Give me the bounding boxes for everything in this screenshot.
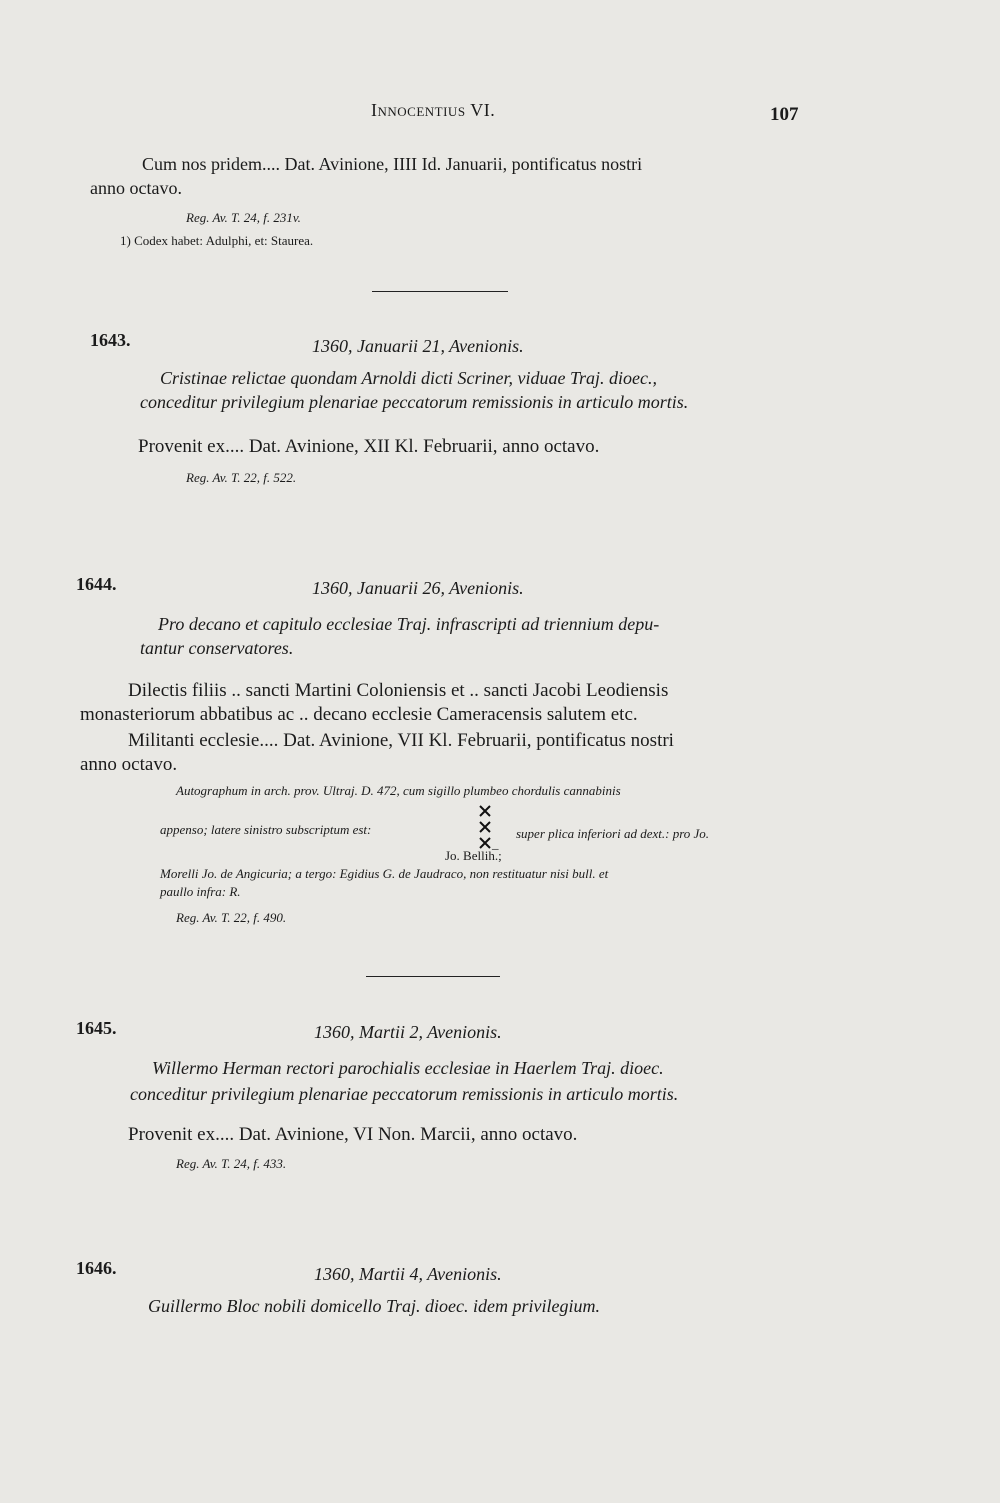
entry-number-1645: 1645.	[76, 1018, 117, 1038]
cross-marks-icon	[478, 804, 492, 850]
dash-mark: _	[492, 836, 499, 851]
running-title: Innocentius VI.	[371, 100, 496, 120]
prev-register-ref: Reg. Av. T. 24, f. 231v.	[186, 210, 301, 225]
prev-text-line-1: Cum nos pridem.... Dat. Avinione, IIII Id. Januarii, pontificatus nostri	[142, 154, 643, 174]
page-number: 107	[770, 104, 799, 125]
entry-register-ref-1645: Reg. Av. T. 24, f. 433.	[176, 1156, 287, 1171]
entry-note-1644-line-3: Jo. Bellih.;	[445, 848, 502, 863]
entry-number-1644: 1644.	[76, 574, 117, 594]
entry-date-1646: 1360, Martii 4, Avenionis.	[314, 1264, 502, 1284]
entry-date-1643: 1360, Januarii 21, Avenionis.	[312, 336, 524, 356]
separator-rule-2	[366, 976, 500, 977]
entry-register-ref-1644: Reg. Av. T. 22, f. 490.	[176, 910, 287, 925]
entry-note-1644-line-2b	[516, 826, 709, 842]
entry-text-1644-line-1: Dilectis filiis .. sancti Martini Coloniensis et .. sancti Jacobi Leodiensis	[128, 680, 669, 701]
entry-number-1646: 1646.	[76, 1258, 117, 1278]
entry-register-ref-1643: Reg. Av. T. 22, f. 522.	[186, 470, 297, 485]
entry-summary-1646: Guillermo Bloc nobili domicello Traj. dioec. idem privilegium.	[148, 1296, 600, 1316]
entry-text-1644-line-2: monasteriorum abbatibus ac .. decano ecclesie Cameracensis salutem etc.	[80, 704, 638, 725]
entry-text-1644-line-3: Militanti ecclesie.... Dat. Avinione, VII Kl. Februarii, pontificatus nostri	[128, 730, 674, 751]
entry-text-1644-line-4: anno octavo.	[80, 754, 178, 775]
entry-note-1644-line-4: Morelli Jo. de Angicuria; a tergo: Egidius G. de Jaudraco, non restituatur nisi bull. et	[160, 866, 609, 881]
entry-summary-1645-line-1: Willermo Herman rectori parochialis ecclesiae in Haerlem Traj. dioec.	[152, 1058, 664, 1078]
entry-date-1644: 1360, Januarii 26, Avenionis.	[312, 578, 524, 598]
prev-text-line-2: anno octavo.	[90, 178, 182, 198]
entry-date-1645: 1360, Martii 2, Avenionis.	[314, 1022, 502, 1042]
entry-text-1643: Provenit ex.... Dat. Avinione, XII Kl. Februarii, anno octavo.	[138, 436, 600, 457]
entry-note-1644-line-5: paullo infra: R.	[160, 884, 241, 899]
entry-summary-1644-line-2: tantur conservatores.	[140, 638, 294, 658]
entry-summary-1644-line-1: Pro decano et capitulo ecclesiae Traj. infrascripti ad triennium depu-	[158, 614, 660, 634]
entry-summary-1645-line-2: conceditur privilegium plenariae peccatorum remissionis in articulo mortis.	[130, 1084, 679, 1104]
entry-note-1644-line-1: Autographum in arch. prov. Ultraj. D. 472, cum sigillo plumbeo chordulis cannabinis	[176, 783, 621, 798]
entry-number-1643: 1643.	[90, 330, 131, 350]
entry-note-1644-line-2a: appenso; latere sinistro subscriptum est:	[160, 822, 372, 837]
entry-summary-1643-line-1: Cristinae relictae quondam Arnoldi dicti Scriner, viduae Traj. dioec.,	[160, 368, 657, 388]
entry-summary-1643-line-2: conceditur privilegium plenariae peccatorum remissionis in articulo mortis.	[140, 392, 689, 412]
separator-rule-1	[372, 291, 508, 292]
prev-footnote: 1) Codex habet: Adulphi, et: Staurea.	[120, 233, 314, 248]
entry-text-1645: Provenit ex.... Dat. Avinione, VI Non. Marcii, anno octavo.	[128, 1124, 578, 1145]
entry-note-1644-line-2b-text: super plica inferiori ad dext.: pro Jo.	[516, 826, 710, 841]
